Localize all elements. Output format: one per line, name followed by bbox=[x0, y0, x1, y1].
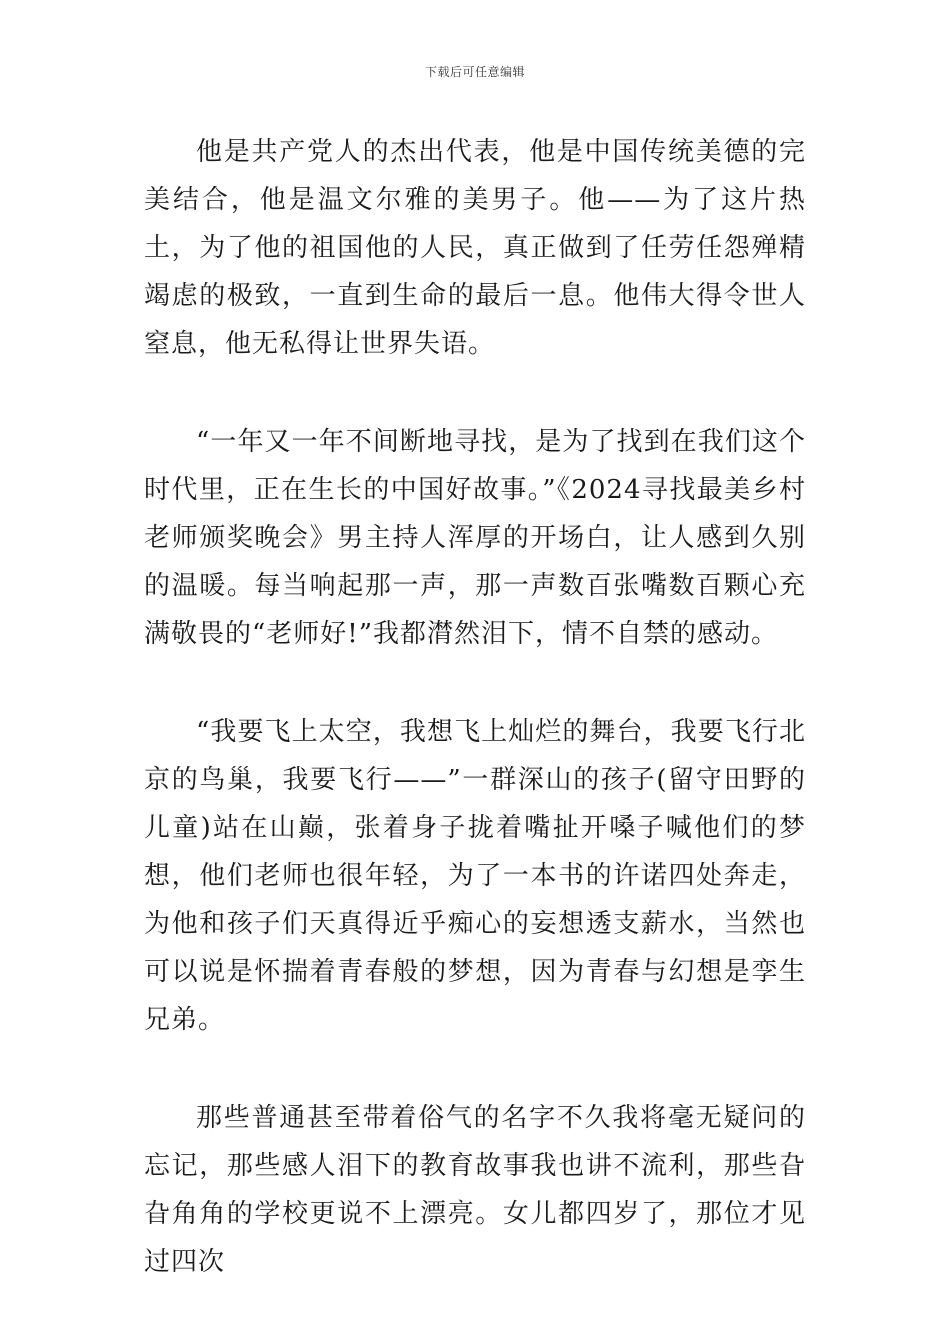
paragraph-2: “一年又一年不间断地寻找，是为了找到在我们这个时代里，正在生长的中国好故事。”《2024寻找最美乡村老师颁奖晚会》男主持人浑厚的开场白，让人感到久别的温暖。每当响起那一声，那一声数百张嘴数百颗心充满敬畏的“老师好!”我都潸然泪下，情不自禁的感动。 bbox=[144, 427, 806, 649]
paragraph-1: 他是共产党人的杰出代表，他是中国传统美德的完美结合，他是温文尔雅的美男子。他——为了这片热土，为了他的祖国他的人民，真正做到了任劳任怨殚精竭虑的极致，一直到生命的最后一息。他伟大得令世人窒息，他无私得让世界失语。 bbox=[144, 137, 806, 359]
paragraph-4: 那些普通甚至带着俗气的名字不久我将毫无疑问的忘记，那些感人泪下的教育故事我也讲不流利，那些旮旮角角的学校更说不上漂亮。女儿都四岁了，那位才见过四次 bbox=[144, 1103, 806, 1277]
page-header: 下载后可任意编辑 bbox=[424, 65, 525, 79]
paragraph-3: “我要飞上太空，我想飞上灿烂的舞台，我要飞行北京的鸟巢，我要飞行——”一群深山的孩子(留守田野的儿童)站在山巅，张着身子拢着嘴扯开嗓子喊他们的梦想，他们老师也很年轻，为了一本书的许诺四处奔走，为他和孩子们天真得近乎痴心的妄想透支薪水，当然也可以说是怀揣着青春般的梦想，因为青春与幻想是孪生兄弟。 bbox=[144, 717, 806, 1035]
document-body bbox=[144, 128, 806, 1336]
